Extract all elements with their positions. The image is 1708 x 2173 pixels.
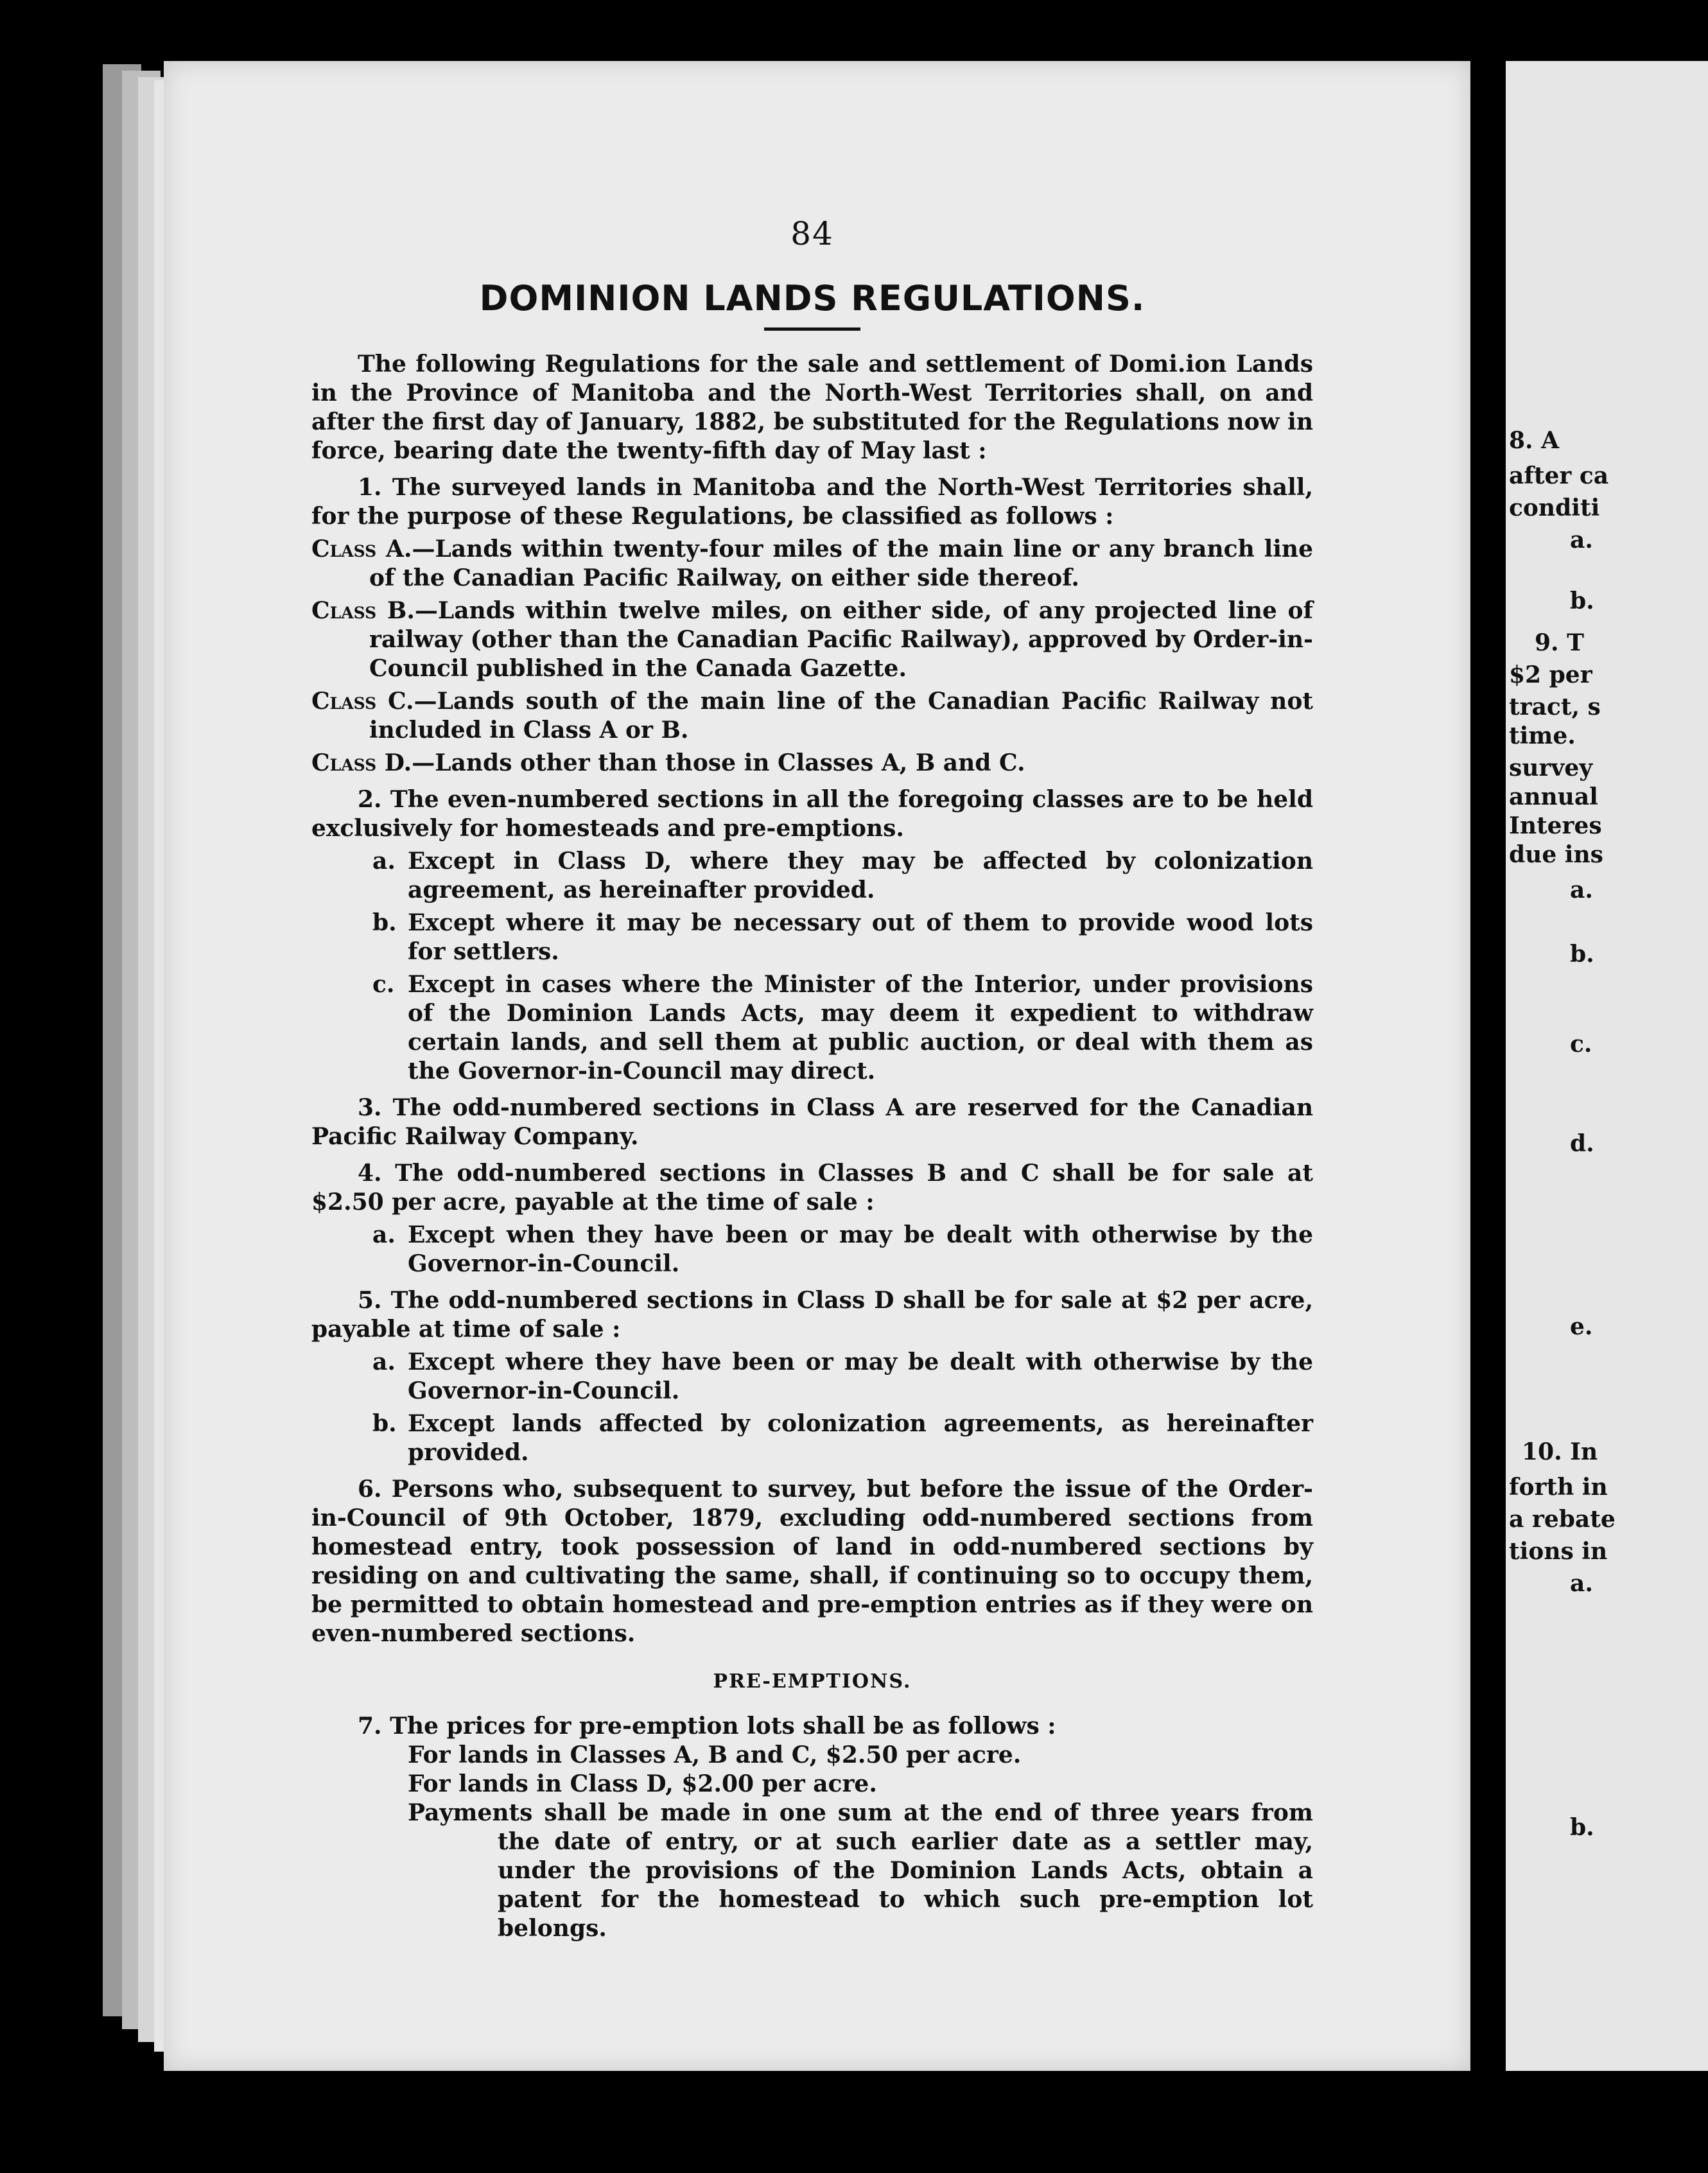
facing-page-fragment: b. (1570, 941, 1594, 968)
class-label: Class A. (311, 536, 412, 563)
price-line: For lands in Classes A, B and C, $2.50 per acre. (408, 1741, 1022, 1768)
facing-page-fragment: 10. In (1522, 1438, 1598, 1465)
section-4-items (311, 1221, 1313, 1278)
section-2-items (311, 847, 1313, 1086)
page-content (311, 215, 1313, 1943)
facing-page-fragment: 9. T (1535, 629, 1584, 656)
item-text: Except where they have been or may be dealt with otherwise by the Governor-in-Council. (408, 1348, 1313, 1404)
facing-page-fragment: after ca (1509, 462, 1609, 489)
lettered-item (311, 970, 1313, 1086)
class-text: —Lands south of the main line of the Canadian Pacific Railway not included in Class A or B. (369, 688, 1313, 744)
price-line: For lands in Class D, $2.00 per acre. (408, 1770, 877, 1797)
class-label: Class C. (311, 688, 414, 715)
facing-page-fragment: forth in (1509, 1474, 1608, 1501)
facing-page-fragment: a. (1570, 527, 1593, 554)
class-definition (311, 749, 1313, 778)
item-letter: b. (372, 1410, 397, 1437)
lettered-item (311, 909, 1313, 966)
page-title: DOMINION LANDS REGULATIONS. (479, 278, 1146, 319)
class-definition (311, 597, 1313, 683)
facing-page-fragment: 8. A (1509, 427, 1560, 454)
lettered-item (311, 847, 1313, 905)
facing-page-fragment: a rebate (1509, 1506, 1616, 1533)
section-4: 4. The odd-numbered sections in Classes B and C shall be for sale at $2.50 per acre, payable at the time of sale : (311, 1160, 1313, 1216)
class-list (311, 535, 1313, 778)
section-5: 5. The odd-numbered sections in Class D shall be for sale at $2 per acre, payable at time of sale : (311, 1287, 1313, 1343)
item-letter: a. (372, 848, 396, 875)
item-text: Except in cases where the Minister of the Interior, under provisions of the Dominion Lands Acts, may deem it expedient to withdraw certain lands, and sell them at public auction, or deal with them as the Governor-in-Council may direct. (408, 971, 1313, 1085)
section-1: 1. The surveyed lands in Manitoba and the North-West Territories shall, for the purpose of these Regulations, be classified as follows : (311, 474, 1313, 530)
class-definition (311, 535, 1313, 593)
item-letter: b. (372, 909, 397, 936)
facing-page-fragment: a. (1570, 877, 1593, 903)
section-3: 3. The odd-numbered sections in Class A are reserved for the Canadian Pacific Railway Company. (311, 1094, 1313, 1150)
document-page (164, 61, 1470, 2071)
facing-page-fragment: survey (1509, 755, 1593, 781)
title-rule (764, 327, 860, 331)
lettered-item (311, 1409, 1313, 1467)
page-number: 84 (790, 215, 834, 252)
class-text: —Lands other than those in Classes A, B and C. (412, 749, 1025, 776)
section-6: 6. Persons who, subsequent to survey, but before the issue of the Order-in-Council of 9th October, 1879, excluding odd-numbered sections from homestead entry, took possession of land in odd-numbered sections by residing on and cultivating the same, shall, if continuing so to occupy them, be permitted to obtain homestead and pre-emption entries as if they were on even-numbered sections. (311, 1476, 1313, 1647)
class-label: Class B. (311, 597, 415, 624)
item-text: Except when they have been or may be dealt with otherwise by the Governor-in-Council. (408, 1221, 1313, 1277)
facing-page-fragment: b. (1570, 1814, 1594, 1841)
facing-page-fragment: annual (1509, 783, 1598, 810)
facing-page-fragment: due ins (1509, 841, 1603, 868)
item-letter: a. (372, 1348, 396, 1375)
lettered-item (311, 1221, 1313, 1278)
facing-page-fragment: b. (1570, 588, 1594, 615)
payment-terms: Payments shall be made in one sum at the end of three years from the date of entry, or at such earlier date as a settler may, under the provisions of the Dominion Lands Acts, obtain a patent for the homestead to which such pre-emption lot belongs. (408, 1799, 1313, 1942)
facing-page-fragment: time. (1509, 722, 1576, 749)
facing-page-fragment: c. (1570, 1031, 1592, 1058)
facing-page-fragment: tions in (1509, 1538, 1608, 1565)
preemptions-heading: PRE-EMPTIONS. (713, 1670, 912, 1693)
facing-page-fragment: Interes (1509, 812, 1602, 839)
class-definition (311, 687, 1313, 745)
facing-page-fragment: tract, s (1509, 694, 1601, 720)
facing-page-fragment: conditi (1509, 494, 1600, 521)
facing-page-fragment: e. (1570, 1313, 1593, 1340)
section-7: 7. The prices for pre-emption lots shall be as follows : (358, 1713, 1056, 1740)
section-5-items (311, 1348, 1313, 1467)
item-letter: c. (372, 971, 395, 998)
facing-page-fragment: $2 per (1509, 661, 1592, 688)
section-2: 2. The even-numbered sections in all the foregoing classes are to be held exclusively for homesteads and pre-emptions. (311, 786, 1313, 842)
class-label: Class D. (311, 749, 412, 776)
facing-page-fragment: d. (1570, 1130, 1594, 1157)
item-text: Except lands affected by colonization agreements, as hereinafter provided. (408, 1410, 1313, 1466)
facing-page (1506, 61, 1708, 2071)
item-text: Except where it may be necessary out of them to provide wood lots for settlers. (408, 909, 1313, 965)
class-text: —Lands within twelve miles, on either side, of any projected line of railway (other than the Canadian Pacific Railway), approved by Order-in-Council published in the Canada Gazette. (369, 597, 1313, 682)
item-text: Except in Class D, where they may be affected by colonization agreement, as hereinafter provided. (408, 848, 1313, 903)
class-text: —Lands within twenty-four miles of the main line or any branch line of the Canadian Pacific Railway, on either side thereof. (369, 536, 1313, 591)
facing-page-fragment: a. (1570, 1570, 1593, 1597)
intro-paragraph: The following Regulations for the sale and settlement of Domi.ion Lands in the Province of Manitoba and the North-West Territories shall, on and after the first day of January, 1882, be substituted for the Regulations now in force, bearing date the twenty-fifth day of May last : (311, 351, 1313, 464)
item-letter: a. (372, 1221, 396, 1248)
lettered-item (311, 1348, 1313, 1406)
